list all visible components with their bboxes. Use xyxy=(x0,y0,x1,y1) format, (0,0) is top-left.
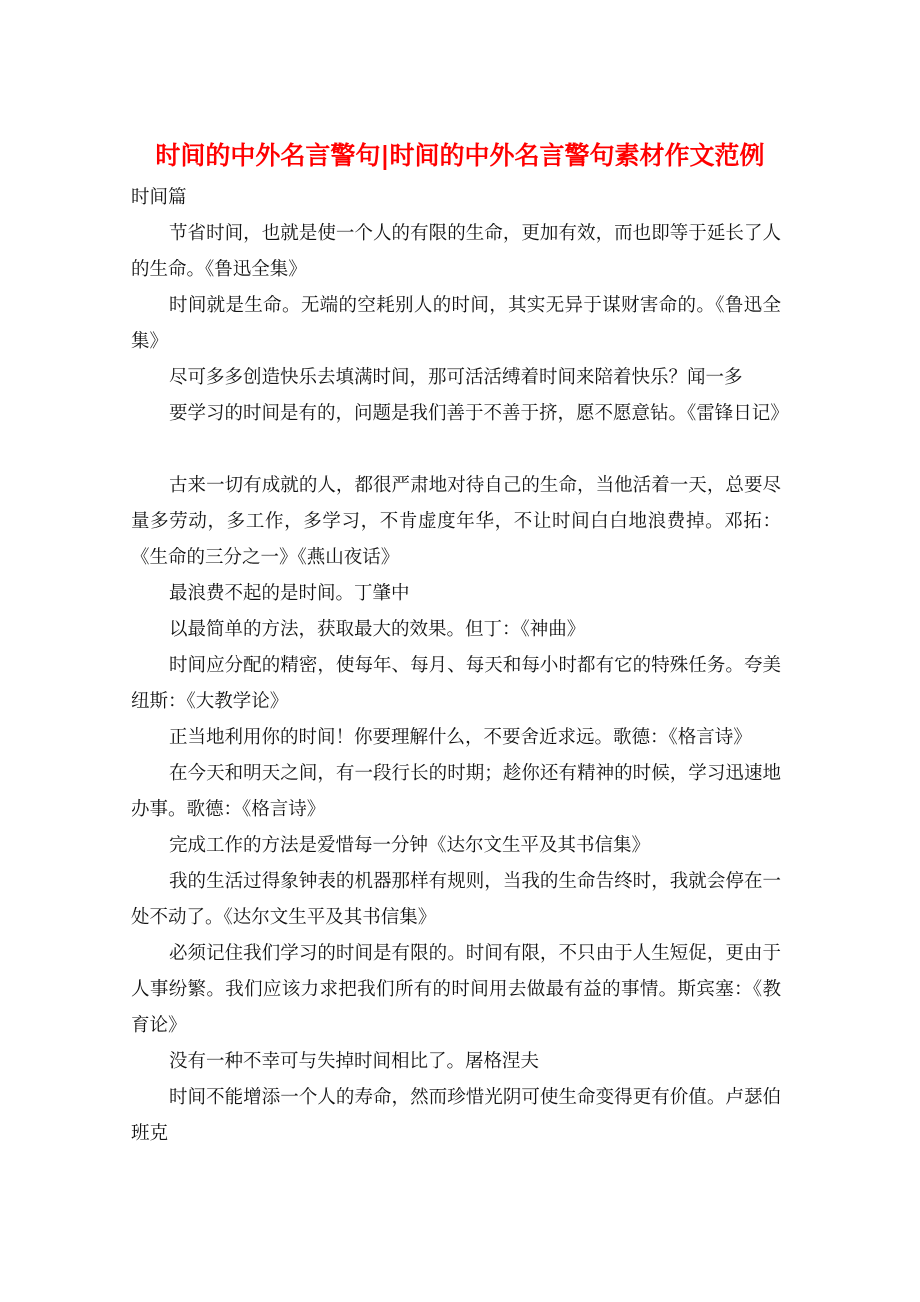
quote-paragraph xyxy=(131,1044,781,1080)
quote-line: 量多劳动，多工作，多学习，不肯虚度年华，不让时间白白地浪费掉。邓拓： xyxy=(131,511,781,532)
quote-line: 办事。歌德：《格言诗》 xyxy=(131,799,326,820)
quote-line: 在今天和明天之间，有一段行长的时期；趁你还有精神的时候，学习迅速地 xyxy=(169,763,781,784)
quote-line: 节省时间，也就是使一个人的有限的生命，更加有效，而也即等于延长了人 xyxy=(169,223,781,244)
quote-line: 以最简单的方法，获取最大的效果。但丁：《神曲》 xyxy=(169,619,586,640)
quote-paragraph xyxy=(131,576,781,612)
quote-paragraph xyxy=(131,648,781,720)
quote-line: 的生命。《鲁迅全集》 xyxy=(131,259,307,280)
document-title: 时间的中外名言警句|时间的中外名言警句素材作文范例 xyxy=(155,141,765,170)
quote-line: 时间应分配的精密，使每年、每月、每天和每小时都有它的特殊任务。夸美 xyxy=(169,655,781,676)
blank-line xyxy=(131,432,781,468)
quote-line: 育论》 xyxy=(131,1015,187,1036)
quote-line: 要学习的时间是有的，问题是我们善于不善于挤，愿不愿意钻。《雷锋日记》 xyxy=(169,403,789,424)
quote-paragraph xyxy=(131,360,781,396)
quote-line: 处不动了。《达尔文生平及其书信集》 xyxy=(131,907,437,928)
quote-paragraph xyxy=(131,756,781,828)
quote-line: 古来一切有成就的人，都很严肃地对待自己的生命，当他活着一天，总要尽 xyxy=(169,475,781,496)
quote-line: 纽斯：《大教学论》 xyxy=(131,691,289,712)
quote-line: 我的生活过得象钟表的机器那样有规则，当我的生命告终时，我就会停在一 xyxy=(169,871,781,892)
quote-line: 尽可多多创造快乐去填满时间，那可活活缚着时间来陪着快乐？闻一多 xyxy=(169,367,743,388)
quote-paragraph xyxy=(131,468,781,576)
quote-line: 没有一种不幸可与失掉时间相比了。屠格涅夫 xyxy=(169,1051,540,1072)
quote-list xyxy=(131,216,789,1152)
document-body xyxy=(131,180,789,1152)
quote-paragraph xyxy=(131,216,781,288)
quote-line: 最浪费不起的是时间。丁肇中 xyxy=(169,583,410,604)
quote-line: 《生命的三分之一》《燕山夜话》 xyxy=(131,547,400,568)
quote-line: 时间就是生命。无端的空耗别人的时间，其实无异于谋财害命的。《鲁迅全 xyxy=(169,295,781,316)
quote-line: 正当地利用你的时间！你要理解什么，不要舍近求远。歌德：《格言诗》 xyxy=(169,727,752,748)
quote-line: 集》 xyxy=(131,331,169,352)
quote-paragraph xyxy=(131,828,781,864)
quote-line: 完成工作的方法是爱惜每一分钟《达尔文生平及其书信集》 xyxy=(169,835,651,856)
quote-paragraph xyxy=(131,720,781,756)
quote-paragraph xyxy=(131,612,781,648)
quote-line: 班克 xyxy=(131,1123,169,1144)
quote-paragraph xyxy=(131,864,781,936)
quote-paragraph xyxy=(131,396,789,432)
quote-paragraph xyxy=(131,1080,781,1152)
quote-line: 必须记住我们学习的时间是有限的。时间有限，不只由于人生短促，更由于 xyxy=(169,943,781,964)
quote-paragraph xyxy=(131,936,781,1044)
quote-paragraph xyxy=(131,288,781,360)
section-heading: 时间篇 xyxy=(131,187,187,208)
quote-line: 人事纷繁。我们应该力求把我们所有的时间用去做最有益的事情。斯宾塞：《教 xyxy=(131,979,781,1000)
quote-line: 时间不能增添一个人的寿命，然而珍惜光阴可使生命变得更有价值。卢瑟伯 xyxy=(169,1087,781,1108)
